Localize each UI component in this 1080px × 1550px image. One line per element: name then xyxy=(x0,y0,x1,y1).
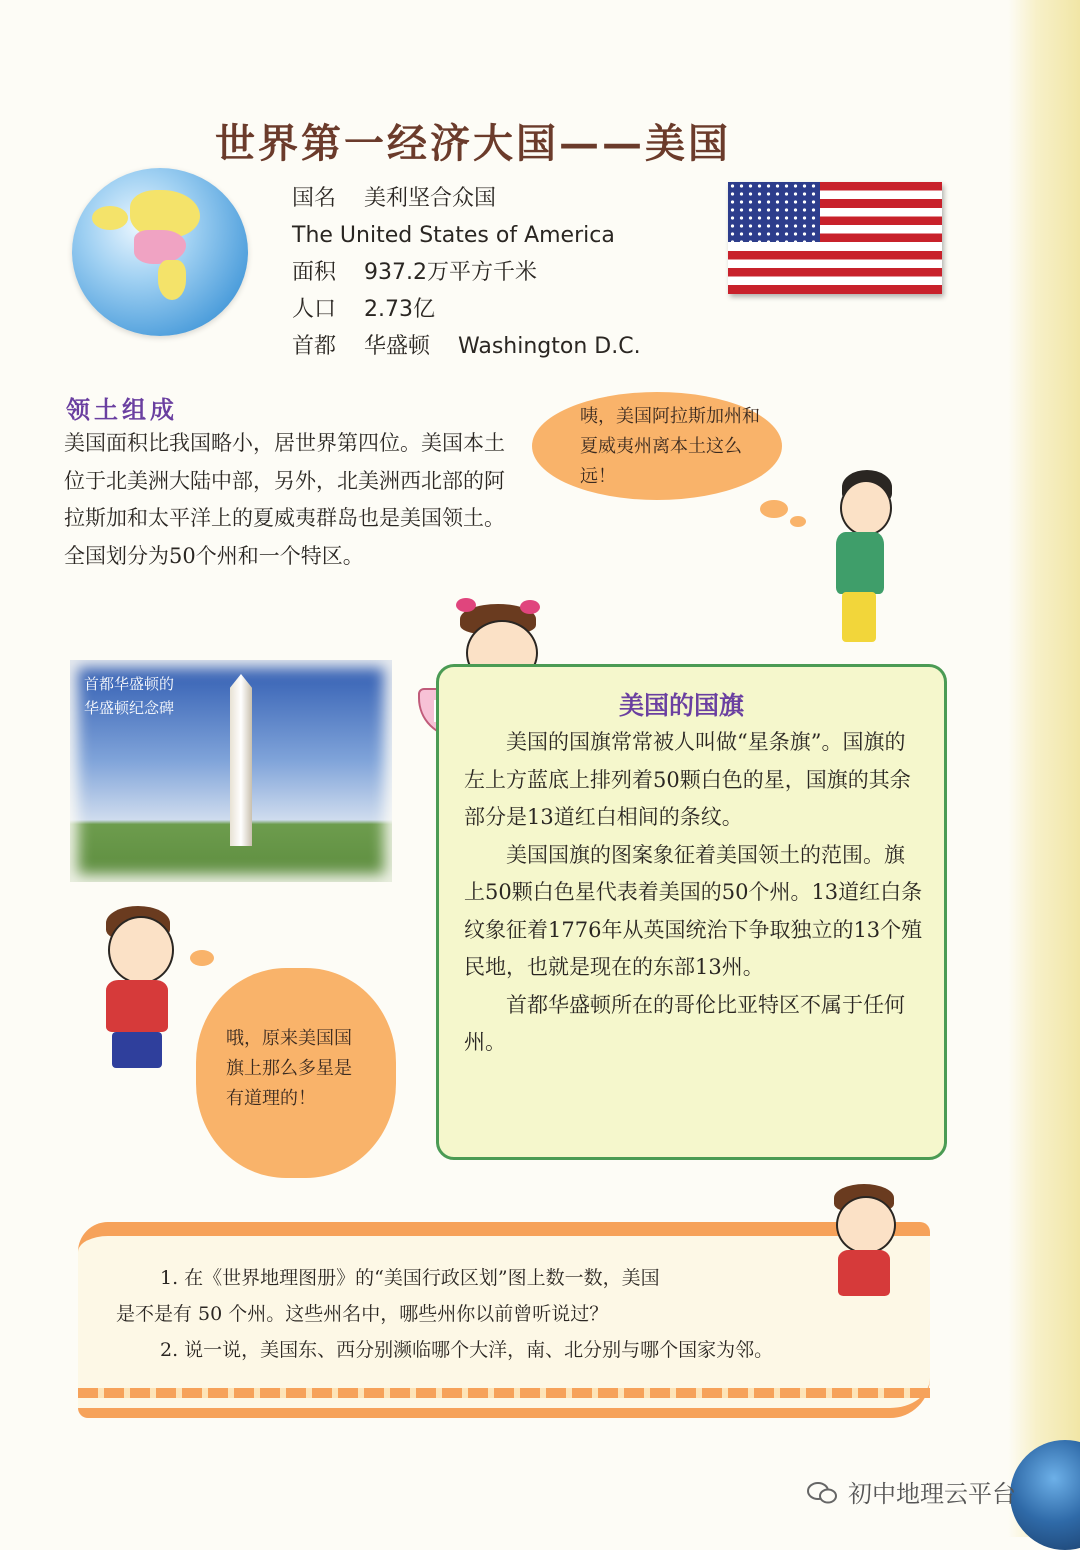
activity-line-1: 1. 在《世界地理图册》的“美国行政区划”图上数一数，美国 xyxy=(160,1267,660,1289)
wechat-icon xyxy=(806,1481,838,1505)
reading-title: 美国的国旗 xyxy=(619,691,745,720)
reading-paragraph-2: 美国国旗的图案象征着美国领土的范围。旗上50颗白色星代表着美国的50个州。13道红白条纹象征着1776年从英国统治下争取独立的13个殖民地，也就是现在的东部13州。 xyxy=(464,842,923,979)
population-label: 人口 xyxy=(292,297,337,322)
page-title: 世界第一经济大国——美国 xyxy=(215,120,731,167)
reading-paragraph-1: 美国的国旗常常被人叫做“星条旗”。国旗的左上方蓝底上排列着50颗白色的星，国旗的其余部分是13道红白相间的条纹。 xyxy=(464,730,911,829)
globe-icon xyxy=(72,168,248,336)
area-value: 937.2万平方千米 xyxy=(364,260,537,285)
territory-text: 美国面积比我国略小，居世界第四位。美国本土位于北美洲大陆中部，另外，北美洲西北部的阿拉斯加和太平洋上的夏威夷群岛也是美国领土。全国划分为50个州和一个特区。 xyxy=(64,431,505,568)
us-flag-icon xyxy=(728,182,942,294)
reading-text xyxy=(464,724,924,1062)
name-label: 国名 xyxy=(292,186,337,211)
activity-line-3: 2. 说一说，美国东、西分别濒临哪个大洋，南、北分别与哪个国家为邻。 xyxy=(160,1339,774,1361)
page-edge xyxy=(1008,0,1080,1537)
capital-en: Washington D.C. xyxy=(458,334,641,359)
country-info xyxy=(292,180,641,365)
bubble-bottom-text: 哦，原来美国国旗上那么多星是有道理的！ xyxy=(226,1028,352,1109)
activity-strip xyxy=(78,1388,930,1398)
washington-monument-photo xyxy=(70,660,392,882)
thought-bubble-bottom xyxy=(196,968,396,1178)
population-value: 2.73亿 xyxy=(364,297,435,322)
photo-caption-line2: 华盛顿纪念碑 xyxy=(84,699,175,717)
watermark xyxy=(806,1474,1016,1509)
name-en: The United States of America xyxy=(292,223,615,248)
reading-paragraph-3: 首都华盛顿所在的哥伦比亚特区不属于任何州。 xyxy=(464,992,905,1054)
activity-text xyxy=(116,1260,916,1368)
photo-caption-line1: 首都华盛顿的 xyxy=(84,675,175,693)
capital-cn: 华盛顿 xyxy=(364,334,431,359)
bubble-top-text: 咦，美国阿拉斯加州和夏威夷州离本土这么远！ xyxy=(580,406,760,487)
name-cn: 美利坚合众国 xyxy=(364,186,497,211)
territory-heading: 领土组成 xyxy=(66,395,178,424)
activity-line-2: 是不是有 50 个州。这些州名中，哪些州你以前曾听说过？ xyxy=(116,1303,609,1325)
capital-label: 首都 xyxy=(292,334,337,359)
thought-bubble-top xyxy=(532,392,782,500)
watermark-text: 初中地理云平台 xyxy=(848,1480,1016,1508)
area-label: 面积 xyxy=(292,260,337,285)
